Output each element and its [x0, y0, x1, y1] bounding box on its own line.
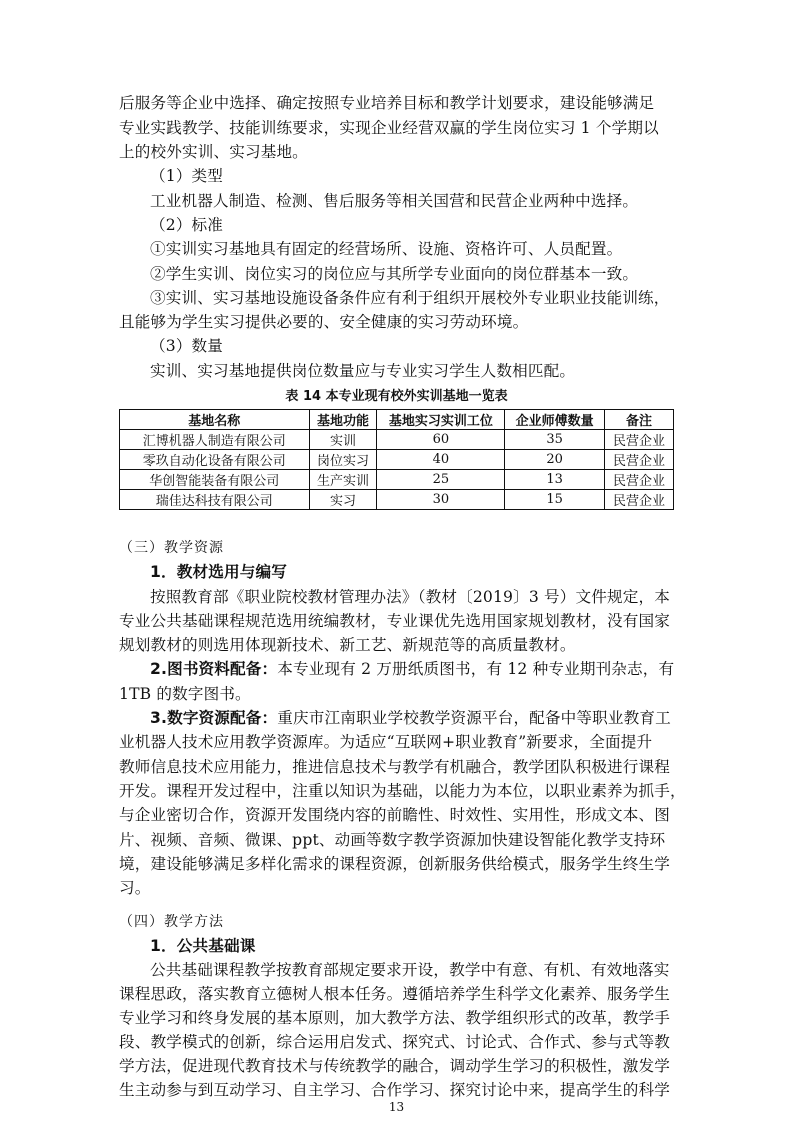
body-text-line: 段、教学模式的创新，综合运用启发式、探究式、讨论式、合作式、参与式等教 [119, 1033, 671, 1051]
table-cell: 25 [377, 470, 505, 490]
body-text-line: 与企业密切合作，资源开发围绕内容的前瞻性、时效性、实用性，形成文本、图 [119, 806, 671, 824]
table-cell: 岗位实习 [309, 450, 377, 470]
body-text-line [150, 659, 674, 679]
body-text-line: 1TB 的数字图书。 [119, 685, 251, 703]
quantity-text: 实训、实习基地提供岗位数量应与专业实习学生人数相匹配。 [150, 362, 576, 380]
body-text: 重庆市江南职业学校教学资源平台，配备中等职业教育工 [277, 709, 671, 727]
body-text-line [150, 708, 671, 728]
standard-item: ③实训、实习基地设施设备条件应有利于组织开展校外专业职业技能训练， [150, 289, 670, 307]
training-base-table [119, 409, 674, 510]
section-heading: （四）教学方法 [119, 914, 224, 930]
table-row [120, 450, 674, 470]
table-cell: 35 [505, 430, 605, 450]
body-text-line: 后服务等企业中选择、确定按照专业培养目标和教学计划要求，建设能够满足 [119, 94, 655, 112]
subsection-label: 3.数字资源配备： [150, 709, 278, 727]
body-text-line: 公共基础课程教学按教育部规定要求开设，教学中有意、有机、有效地落实 [150, 961, 670, 979]
column-header: 备注 [605, 410, 674, 430]
body-text-line: 教师信息技术应用能力，推进信息技术与教学有机融合，教学团队积极进行课程 [119, 758, 671, 776]
body-text-line: 按照教育部《职业院校教材管理办法》（教材〔2019〕3 号）文件规定，本 [150, 588, 670, 606]
page-number: 13 [388, 1100, 405, 1114]
quantity-heading: （3）数量 [150, 337, 224, 355]
body-text-line: 学方法，促进现代教育技术与传统教学的融合，调动学生学习的积极性，激发学 [119, 1057, 671, 1075]
table-row [120, 490, 674, 510]
table-cell: 华创智能装备有限公司 [120, 470, 310, 490]
table-cell: 瑞佳达科技有限公司 [120, 490, 310, 510]
table-cell: 60 [377, 430, 505, 450]
table-cell: 30 [377, 490, 505, 510]
subsection-title: 1．教材选用与编写 [150, 563, 287, 581]
body-text-line: 业机器人技术应用教学资源库。为适应“互联网+职业教育”新要求，全面提升 [119, 733, 653, 751]
body-text-line: 生主动参与到互动学习、自主学习、合作学习、探究讨论中来，提高学生的科学 [119, 1081, 671, 1099]
column-header: 基地名称 [120, 410, 310, 430]
table-cell: 零玖自动化设备有限公司 [120, 450, 310, 470]
table-cell: 实训 [309, 430, 377, 450]
body-text-line: 习。 [119, 879, 151, 897]
section-heading: （三）教学资源 [119, 540, 224, 556]
table-cell: 13 [505, 470, 605, 490]
table-row [120, 430, 674, 450]
table-row [120, 470, 674, 490]
column-header: 基地实习实训工位 [377, 410, 505, 430]
standard-item: ①实训实习基地具有固定的经营场所、设施、资格许可、人员配置。 [150, 240, 623, 258]
table-cell: 民营企业 [605, 490, 674, 510]
body-text-line: 专业学习和终身发展的基本原则，加大教学方法、教学组织形式的改革，教学手 [119, 1009, 671, 1027]
table-cell: 20 [505, 450, 605, 470]
body-text-line: 上的校外实训、实习基地。 [119, 143, 308, 161]
standard-item: 且能够为学生实习提供必要的、安全健康的实习劳动环境。 [119, 313, 529, 331]
table-cell: 15 [505, 490, 605, 510]
table-cell: 生产实训 [309, 470, 377, 490]
body-text-line: 课程思政，落实教育立德树人根本任务。遵循培养学生科学文化素养、服务学生 [119, 985, 671, 1003]
standard-heading: （2）标准 [150, 216, 224, 234]
table-cell: 汇博机器人制造有限公司 [120, 430, 310, 450]
column-header: 企业师傅数量 [505, 410, 605, 430]
subsection-label: 2.图书资料配备： [150, 660, 278, 678]
body-text-line: 规划教材的则选用体现新技术、新工艺、新规范等的高质量教材。 [119, 636, 576, 654]
table-cell: 40 [377, 450, 505, 470]
body-text-line: 专业公共基础课程规范选用统编教材，专业课优先选用国家规划教材，没有国家 [119, 612, 671, 630]
type-heading: （1）类型 [150, 167, 224, 185]
type-text: 工业机器人制造、检测、售后服务等相关国营和民营企业两种中选择。 [150, 192, 639, 210]
body-text-line: 境，建设能够满足多样化需求的课程资源，创新服务供给模式，服务学生终生学 [119, 855, 671, 873]
table-header-row [120, 410, 674, 430]
table-caption: 表 14 本专业现有校外实训基地一览表 [285, 389, 508, 404]
table-cell: 民营企业 [605, 450, 674, 470]
body-text-line: 开发。课程开发过程中，注重以知识为基础，以能力为本位，以职业素养为抓手， [119, 782, 686, 800]
body-text-line: 片、视频、音频、微课、ppt、动画等数字教学资源加快建设智能化教学支持环 [119, 831, 666, 849]
table-cell: 民营企业 [605, 470, 674, 490]
standard-item: ②学生实训、岗位实习的岗位应与其所学专业面向的岗位群基本一致。 [150, 265, 639, 283]
body-text: 本专业现有 2 万册纸质图书，有 12 种专业期刊杂志，有 [277, 660, 675, 678]
body-text-line: 专业实践教学、技能训练要求，实现企业经营双赢的学生岗位实习 1 个学期以 [119, 119, 659, 137]
table-cell: 民营企业 [605, 430, 674, 450]
table-cell: 实习 [309, 490, 377, 510]
subsection-title: 1．公共基础课 [150, 937, 256, 955]
column-header: 基地功能 [309, 410, 377, 430]
